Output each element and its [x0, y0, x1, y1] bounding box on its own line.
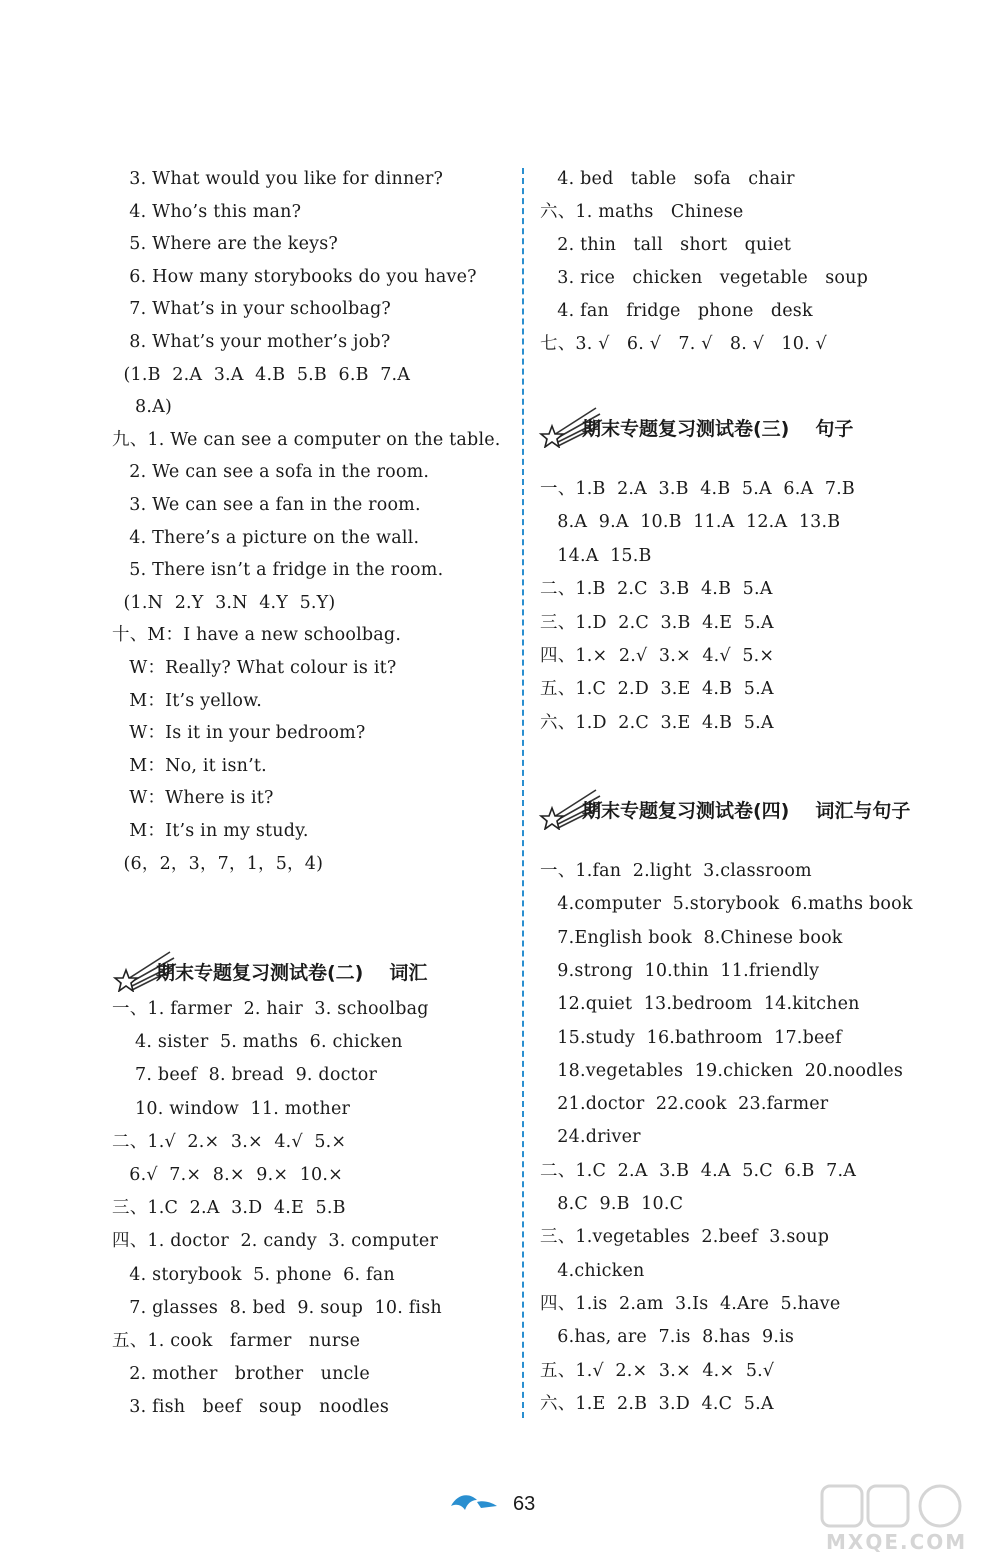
answer-line: 4. Who’s this man?: [112, 201, 302, 222]
answer-line: W：Is it in your bedroom?: [112, 723, 366, 744]
answer-line: 4.chicken: [540, 1260, 645, 1281]
answer-line: 8. What’s your mother’s job?: [112, 332, 391, 352]
answer-line: 四、1. doctor 2. candy 3. computer: [112, 1231, 439, 1252]
answer-line: 2. mother brother uncle: [112, 1364, 370, 1385]
section-heading-2: [112, 948, 512, 992]
section-title-3: 期末专题复习测试卷(三) 句子: [582, 418, 854, 440]
answer-line: 3. rice chicken vegetable soup: [540, 268, 869, 288]
answer-line: 六、1. maths Chinese: [540, 202, 744, 222]
answer-line: 3. What would you like for dinner?: [112, 169, 444, 189]
answer-line: 2. We can see a sofa in the room.: [112, 462, 430, 483]
answer-line: 一、1. farmer 2. hair 3. schoolbag: [112, 999, 429, 1019]
answer-line: 九、1. We can see a computer on the table.: [112, 429, 501, 450]
answer-line: 3. We can see a fan in the room.: [112, 495, 421, 515]
answer-line: 21.doctor 22.cook 23.farmer: [540, 1094, 829, 1115]
answer-line: 5. Where are the keys?: [112, 234, 338, 255]
answer-line: 8.C 9.B 10.C: [540, 1194, 684, 1214]
answer-line: 四、1.× 2.√ 3.× 4.√ 5.×: [540, 646, 775, 666]
answer-line: (1.B 2.A 3.A 4.B 5.B 6.B 7.A: [112, 364, 411, 385]
answer-line: 8.A): [112, 397, 173, 418]
answer-line: 4. sister 5. maths 6. chicken: [112, 1032, 403, 1053]
answer-line: 六、1.D 2.C 3.E 4.B 5.A: [540, 712, 774, 733]
answer-line: 四、1.is 2.am 3.Is 4.Are 5.have: [540, 1293, 841, 1314]
column-divider: [522, 168, 524, 1418]
answer-line: 15.study 16.bathroom 17.beef: [540, 1027, 842, 1048]
answer-line: 二、1.C 2.A 3.B 4.A 5.C 6.B 7.A: [540, 1160, 857, 1181]
answer-line: 七、3. √ 6. √ 7. √ 8. √ 10. √: [540, 334, 827, 354]
answer-line: 7.English book 8.Chinese book: [540, 927, 843, 948]
answer-line: 7. glasses 8. bed 9. soup 10. fish: [112, 1297, 442, 1318]
answer-line: 二、1.B 2.C 3.B 4.B 5.A: [540, 579, 773, 600]
answer-line: M：It’s in my study.: [112, 821, 309, 841]
section-title-2: 期末专题复习测试卷(二) 词汇: [156, 962, 428, 984]
answer-line: 6. How many storybooks do you have?: [112, 266, 477, 287]
answer-line: 24.driver: [540, 1127, 641, 1148]
answer-line: W：Really? What colour is it?: [112, 658, 397, 678]
page-number: 63: [513, 1493, 536, 1515]
answer-line: 一、1.fan 2.light 3.classroom: [540, 861, 812, 881]
answer-line: 18.vegetables 19.chicken 20.noodles: [540, 1060, 904, 1081]
answer-line: M：No, it isn’t.: [112, 755, 267, 776]
answer-line: 7. beef 8. bread 9. doctor: [112, 1065, 378, 1086]
bird-logo-icon: [447, 1490, 499, 1516]
section-heading-4: [538, 786, 978, 830]
answer-line: 10. window 11. mother: [112, 1098, 351, 1119]
answer-line: 十、M：I have a new schoolbag.: [112, 625, 402, 646]
answer-line: 8.A 9.A 10.B 11.A 12.A 13.B: [540, 512, 841, 533]
answer-line: 3. fish beef soup noodles: [112, 1397, 389, 1418]
answer-line: 一、1.B 2.A 3.B 4.B 5.A 6.A 7.B: [540, 479, 855, 499]
watermark-text: MXQE.COM: [826, 1530, 968, 1554]
answer-line: M：It’s yellow.: [112, 690, 262, 711]
answer-line: 2. thin tall short quiet: [540, 235, 792, 255]
answer-line: 4. fan fridge phone desk: [540, 301, 813, 321]
section-title-4: 期末专题复习测试卷(四) 词汇与句子: [582, 800, 911, 822]
answer-line: 4. storybook 5. phone 6. fan: [112, 1264, 395, 1285]
answer-line: 7. What’s in your schoolbag?: [112, 299, 391, 320]
watermark-logo-icon: [820, 1482, 990, 1530]
answer-line: 14.A 15.B: [540, 545, 652, 566]
answer-line: 二、1.√ 2.× 3.× 4.√ 5.×: [112, 1131, 347, 1152]
answer-line: 4. bed table sofa chair: [540, 169, 795, 189]
answer-line: 6.√ 7.× 8.× 9.× 10.×: [112, 1165, 344, 1185]
answer-line: 三、1.D 2.C 3.B 4.E 5.A: [540, 612, 774, 633]
watermark: [820, 1482, 990, 1557]
answer-line: W：Where is it?: [112, 788, 274, 809]
section-heading-3: [538, 404, 978, 448]
answer-line: 5. There isn’t a fridge in the room.: [112, 560, 444, 581]
answer-line: 五、1.C 2.D 3.E 4.B 5.A: [540, 679, 774, 700]
answer-line: 9.strong 10.thin 11.friendly: [540, 960, 820, 981]
answer-line: 6.has, are 7.is 8.has 9.is: [540, 1327, 795, 1348]
answer-line: 三、1.C 2.A 3.D 4.E 5.B: [112, 1198, 346, 1219]
answer-line: (6，2，3，7，1，5，4): [112, 853, 324, 874]
answer-line: 4.computer 5.storybook 6.maths book: [540, 894, 913, 915]
answer-line: 三、1.vegetables 2.beef 3.soup: [540, 1227, 830, 1248]
answer-line: 4. There’s a picture on the wall.: [112, 527, 420, 548]
answer-line: 五、1. cook farmer nurse: [112, 1331, 361, 1351]
answer-line: 12.quiet 13.bedroom 14.kitchen: [540, 994, 860, 1015]
answer-line: 五、1.√ 2.× 3.× 4.× 5.√: [540, 1360, 775, 1381]
answer-line: 六、1.E 2.B 3.D 4.C 5.A: [540, 1393, 774, 1414]
answer-line: (1.N 2.Y 3.N 4.Y 5.Y): [112, 592, 336, 613]
